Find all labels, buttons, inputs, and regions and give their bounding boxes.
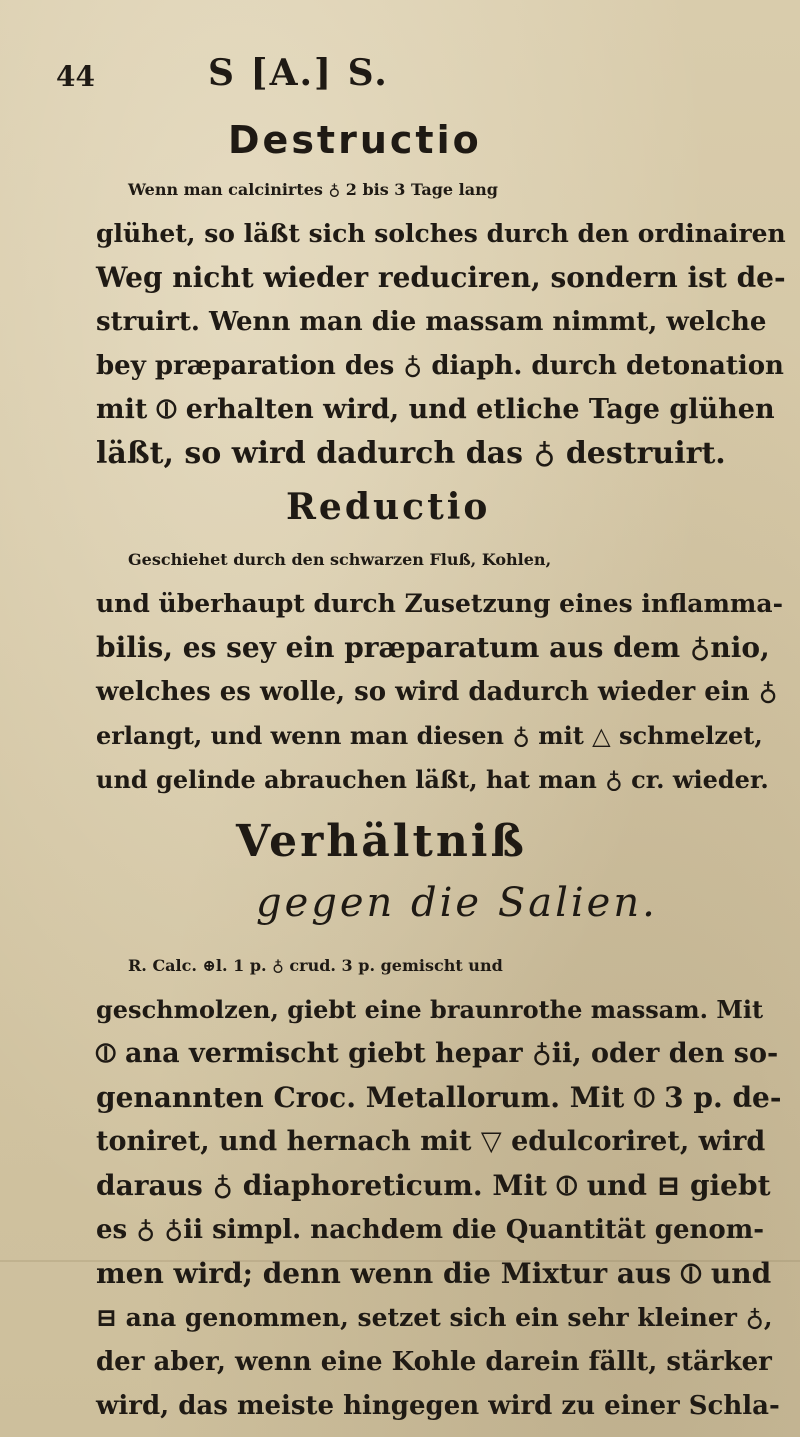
heading-destructio: Destructio [228,118,482,162]
text-line: bey præparation des ♁ diaph. durch detonation [96,351,784,381]
text-line: mit ⦶ erhalten wird, und etliche Tage glühen [96,394,775,425]
running-head: S [A.] S. [208,52,389,94]
text-line: erlangt, und wenn man diesen ♁ mit △ schmelzet, [96,721,763,750]
text-line: genannten Croc. Metallorum. Mit ⦶ 3 p. de- [96,1081,782,1114]
text-line: welches es wolle, so wird dadurch wieder ein ♁ [96,677,778,707]
text-line: R. Calc. ⊕l. 1 p. ♁ crud. 3 p. gemischt und [128,956,503,975]
text-line: bilis, es sey ein præparatum aus dem ♁nio, [96,631,770,664]
text-line: geschmolzen, giebt eine braunrothe massam. Mit [96,995,764,1024]
text-line: Wenn man calcinirtes ♁ 2 bis 3 Tage lang [128,180,498,199]
text-line: es ♁ ♁ii simpl. nachdem die Quantität genom- [96,1215,765,1245]
text-line: ⦶ ana vermischt giebt hepar ♁ii, oder den so- [96,1038,779,1069]
text-line: glühet, so läßt sich solches durch den ordinairen [96,219,786,248]
text-line: toniret, und hernach mit ▽ edulcoriret, wird [96,1126,766,1157]
text-line: men wird; denn wenn die Mixtur aus ⦶ und [96,1257,772,1290]
heading-reductio: Reductio [286,486,491,528]
text-line: und gelinde abrauchen läßt, hat man ♁ cr. wieder. [96,765,769,794]
heading-verhaeltniss: Verhältniß [236,816,527,867]
text-line: Geschiehet durch den schwarzen Fluß, Kohlen, [128,550,552,569]
text-line: ⊟ ana genommen, setzet sich ein sehr kleiner ♁, [96,1303,773,1332]
subheading-salien: gegen die Salien. [256,880,658,926]
text-line: und überhaupt durch Zusetzung eines inflamma- [96,589,783,618]
text-line: der aber, wenn eine Kohle darein fällt, stärker [96,1347,772,1377]
text-line: läßt, so wird dadurch das ♁ destruirt. [96,436,726,471]
page-header [0,52,800,100]
text-line: struirt. Wenn man die massam nimmt, welche [96,307,767,337]
page-number: 44 [56,60,95,93]
text-line: wird, das meiste hingegen wird zu einer Schla- [96,1391,780,1421]
text-line: Weg nicht wieder reduciren, sondern ist de- [96,261,786,294]
text-line: daraus ♁ diaphoreticum. Mit ⦶ und ⊟ giebt [96,1169,771,1202]
